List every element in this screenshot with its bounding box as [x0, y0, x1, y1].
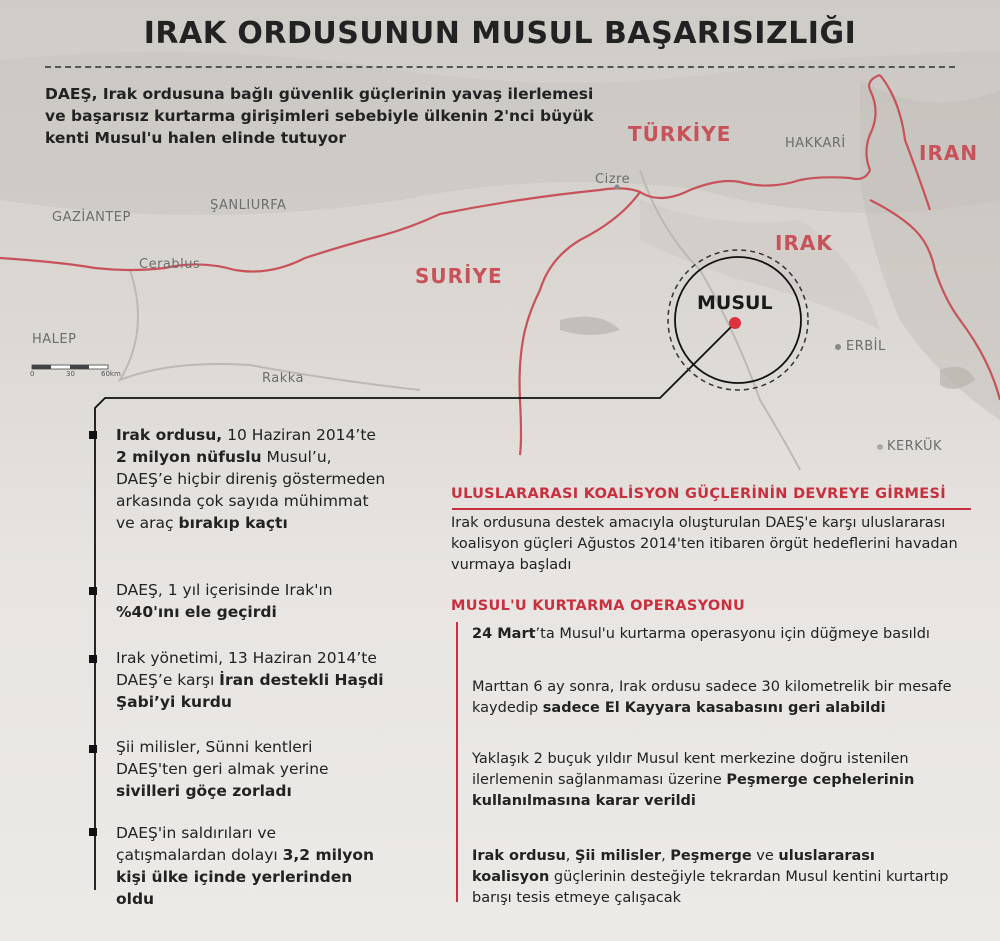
body-text: , — [565, 848, 576, 864]
body-text: DAEŞ'in saldırıları ve çatışmalardan dolayı — [116, 824, 283, 864]
intro-text: DAEŞ, Irak ordusuna bağlı güvenlik güçlerinin yavaş ilerlemesi ve başarısız kurtarma girişimleri sebebiyle ülkenin 2'nci büyük kenti Musul'u halen elinde tutuyor — [45, 85, 594, 147]
body-text: 10 Haziran 2014’te — [222, 426, 376, 444]
musul-dot — [729, 317, 741, 329]
coalition-divider — [452, 508, 971, 510]
label-iran: IRAN — [919, 141, 979, 165]
coalition-text: Irak ordusuna destek amacıyla oluşturulan DAEŞ'e karşı uluslararası koalisyon güçleri Ağustos 2014'ten itibaren örgüt hedeflerini havadan vurmaya başladı — [451, 515, 958, 573]
operation-item — [472, 677, 952, 719]
timeline-item — [116, 647, 386, 713]
emphasis-text: İran destekli Haşdi Şabi’yi kurdu — [116, 671, 384, 711]
emphasis-text: 3,2 milyon kişi ülke içinde yerlerinden oldu — [116, 846, 375, 908]
timeline-marker — [89, 655, 97, 663]
label-syria: SURİYE — [415, 264, 503, 288]
emphasis-text: sivilleri göçe zorladı — [116, 782, 292, 800]
body-text: Irak yönetimi, 13 Haziran 2014’te DAEŞ’e karşı — [116, 649, 377, 689]
timeline-item — [116, 822, 386, 910]
scale-label-30: 30 — [66, 370, 75, 378]
operation-item — [472, 846, 952, 909]
body-text: Şii milisler, Sünni kentleri DAEŞ'ten geri almak yerine — [116, 738, 329, 778]
label-halep: HALEP — [32, 332, 77, 347]
emphasis-text: Peşmerge — [670, 848, 752, 864]
label-sanliurfa: ŞANLIURFA — [210, 198, 287, 213]
body-text: , — [661, 848, 671, 864]
coalition-title: ULUSLARARASI KOALİSYON GÜÇLERİNİN DEVREYE GİRMESİ — [451, 486, 946, 502]
operation-item — [472, 749, 952, 812]
label-hakkari: HAKKARİ — [785, 136, 846, 151]
label-rakka: Rakka — [262, 371, 305, 386]
page-title: IRAK ORDUSUNUN MUSUL BAŞARISIZLIĞI — [143, 16, 857, 51]
body-text: ’ta Musul'u kurtarma operasyonu için düğmeye basıldı — [535, 626, 930, 642]
label-erbil: ERBİL — [846, 339, 886, 354]
emphasis-text: Irak ordusu — [472, 848, 566, 864]
timeline-marker — [89, 431, 97, 439]
emphasis-text: 24 Mart — [472, 626, 536, 642]
timeline-marker — [89, 828, 97, 836]
label-turkey: TÜRKİYE — [628, 122, 732, 146]
body-text: Yaklaşık 2 buçuk yıldır Musul kent merkezine doğru istenilen ilerlemenin sağlanmaması üzerine — [472, 751, 909, 788]
emphasis-text: %40'ını ele geçirdi — [116, 603, 277, 621]
body-text: DAEŞ, 1 yıl içerisinde Irak'ın — [116, 581, 333, 599]
kerkuk-dot — [877, 444, 883, 450]
emphasis-text: bırakıp kaçtı — [178, 514, 288, 532]
operation-vertical-rule — [456, 622, 458, 902]
label-kerkuk: KERKÜK — [887, 439, 942, 454]
emphasis-text: Peşmerge cephelerinin kullanılmasına karar verildi — [472, 772, 915, 809]
timeline-item — [116, 424, 386, 534]
body-text: Musul’u, DAEŞ’e hiçbir direniş göstermeden arkasında çok sayıda mühimmat ve araç — [116, 448, 386, 532]
operation-item — [472, 624, 952, 645]
title-divider — [45, 66, 955, 68]
timeline-item — [116, 736, 386, 802]
body-text: Marttan 6 ay sonra, Irak ordusu sadece 30 kilometrelik bir mesafe kaydedip — [472, 679, 952, 716]
timeline-item — [116, 579, 386, 623]
timeline-marker — [89, 745, 97, 753]
label-iraq: IRAK — [775, 231, 833, 255]
label-cizre: Cizre — [595, 172, 631, 187]
scale-label-0: 0 — [30, 370, 35, 378]
emphasis-text: Irak ordusu, — [116, 426, 223, 444]
emphasis-text: Şii milisler — [575, 848, 662, 864]
operation-title: MUSUL'U KURTARMA OPERASYONU — [451, 598, 746, 614]
erbil-dot — [835, 344, 841, 350]
emphasis-text: uluslararası koalisyon — [472, 848, 875, 885]
label-gaziantep: GAZİANTEP — [52, 210, 131, 225]
label-musul: MUSUL — [697, 292, 773, 314]
label-cerablus: Cerablus — [139, 257, 201, 272]
timeline-marker — [89, 587, 97, 595]
emphasis-text: 2 milyon nüfuslu — [116, 448, 262, 466]
emphasis-text: sadece El Kayyara kasabasını geri alabildi — [542, 700, 886, 716]
scale-label-60: 60km — [101, 370, 121, 378]
body-text: ve — [751, 848, 779, 864]
body-text: güçlerinin desteğiyle tekrardan Musul kentini kurtartıp barışı tesis etmeye çalışacak — [472, 869, 949, 906]
scale-bar — [32, 365, 108, 369]
